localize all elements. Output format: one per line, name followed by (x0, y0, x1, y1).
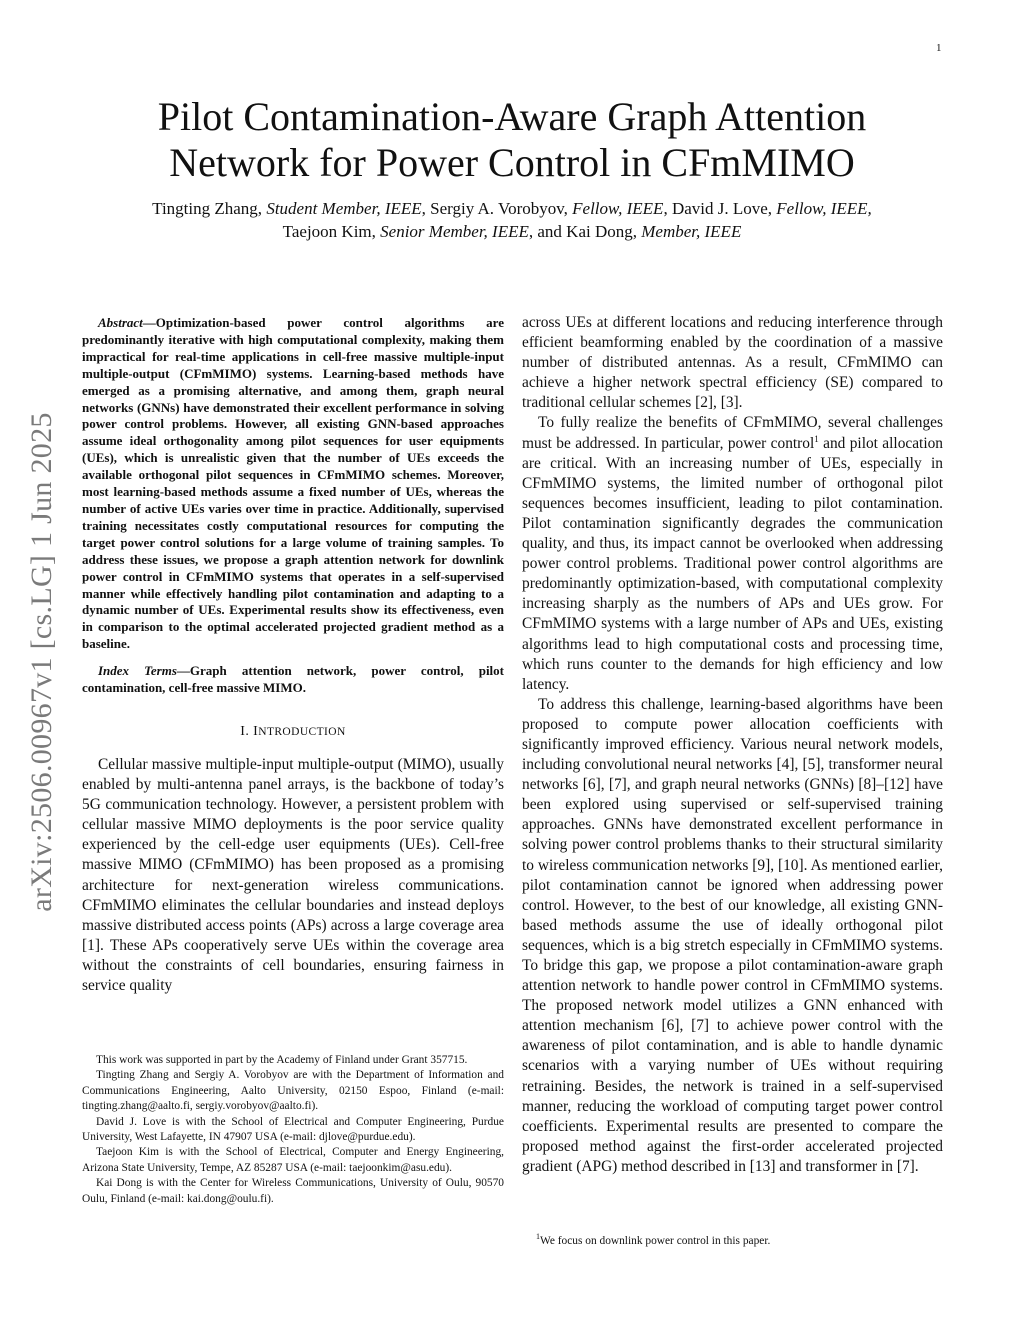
section-title-initial: I (253, 723, 259, 739)
abstract (82, 315, 504, 653)
section-heading-introduction (82, 723, 504, 741)
intro-paragraph-1: Cellular massive multiple-input multiple-output (MIMO), usually enabled by multi-antenna panel arrays, is the backbone of today’s 5G communication technology. However, a persistent problem with cellular massive MIMO deployments is the poor service quality experienced by the cell-edge user equipments (UEs). Cell-free massive MIMO (CFmMIMO) has been proposed as a promising architecture for next-generation wireless communications. CFmMIMO eliminates the cellular boundaries and instead deploys massive distributed access points (APs) across a large coverage area [1]. These APs cooperatively serve UEs within the coverage area without the constraints of cell boundaries, ensuring fairness in service quality (82, 755, 504, 994)
author-name: , and Kai Dong, (528, 222, 642, 241)
footnote-affiliation: David J. Love is with the School of Electrical and Computer Engineering, Purdue University, West Lafayette, IN 47907 USA (e-mail: djlove@purdue.edu). (82, 1115, 504, 1144)
abstract-label: Abstract (98, 315, 143, 330)
author-list (60, 197, 964, 243)
index-terms-text: —Graph attention network, power control, pilot contamination, cell-free massive MIMO. (82, 663, 504, 696)
paragraph-text: To fully realize the benefits of CFmMIMO, several challenges must be addressed. In particular, power control (522, 414, 943, 452)
section-title-rest: NTRODUCTION (258, 725, 346, 738)
footnote-affiliation: Tingting Zhang and Sergiy A. Vorobyov are with the Department of Information and Communications Engineering, Aalto University, 02150 Espoo, Finland (e-mail: tingting.zhang@aalto.fi, sergiy.vorobyov@aalto.fi). (82, 1069, 504, 1113)
right-column (522, 313, 943, 1177)
author-affiliation: Senior Member, IEEE (380, 222, 529, 241)
paragraph-text: and pilot allocation are critical. With an increasing number of UEs, especially in CFmMIMO systems, the limited number of orthogonal pilot sequences becomes insufficient, leading to pilot contamination. Pilot contamination significantly degrades the communication quality, and thus, its impact cannot be overlooked when addressing power control problems. Traditional power control algorithms are predominantly optimization-based, with computational complexity increasing sharply as the numbers of APs and UEs grow. For CFmMIMO systems with a large number of APs and UEs, existing algorithms lead to high computational costs and processing time, which runs counter to the demands for high efficiency and low latency. (522, 434, 943, 693)
author-affiliation: Fellow, IEEE (572, 199, 664, 218)
intro-paragraph-3: To address this challenge, learning-based algorithms have been proposed to compute power allocation coefficients with significantly improved efficiency. Various neural network models, including convolutional neural networks [4], [5], transformer neural networks [6], [7], and graph neural networks (GNNs) [8]–[12] have been explored using supervised or self-supervised training approaches. GNNs have demonstrated excellent performance in solving power control problems thanks to their structural similarity to wireless communication networks [9], [10]. As mentioned earlier, pilot contamination cannot be ignored when addressing power control. However, to the best of our knowledge, all existing GNN-based methods assume the use of ideally orthogonal pilot sequences, which is a big stretch especially in CFmMIMO systems. To bridge this gap, we propose a pilot contamination-aware graph attention network to handle power control in CFmMIMO systems. The proposed network model utilizes a GNN enhanced with attention mechanism [6], [7] to achieve power control with the awareness of pilot contamination, and is able to handle dynamic scenarios with a varying number of UEs without requiring retraining. Besides, the network is trained in a self-supervised manner, reducing the workload of computing target power control coefficients. Experimental results are presented to compare the proposed method against the first-order accelerated projected gradient (APG) method described in [13] and transformer in [7]. (522, 695, 943, 1175)
abstract-text: —Optimization-based power control algorithms are predominantly iterative with high computational complexity, making them impractical for real-time applications in cell-free massive multiple-input multiple-output (CFmMIMO) systems. Learning-based methods have emerged as a promising alternative, and among them, graph neural networks (GNNs) have demonstrated their excellent performance in solving power control problems. However, all existing GNN-based approaches assume ideal orthogonality among pilot sequences for user equipments (UEs), which is unrealistic given that the number of UEs exceeds the available orthogonal pilot sequences in CFmMIMO schemes. Moreover, most learning-based methods assume a fixed number of UEs, whereas the number of active UEs varies over time in practice. Additionally, supervised training necessitates costly computational resources for computing the target power control solutions for a large volume of training samples. To address these issues, we propose a graph attention network for downlink power control in CFmMIMO systems that operates in a self-supervised manner while effectively handling pilot contamination and adapting to a dynamic number of UEs. Experimental results show its effectiveness, even in comparison to the optimal accelerated projected gradient method as a baseline. (82, 315, 504, 652)
index-terms (82, 663, 504, 697)
page-number: 1 (936, 42, 942, 54)
arxiv-stamp-text: arXiv:2506.00967v1 [cs.LG] 1 Jun 2025 (25, 412, 58, 912)
author-name: Tingting Zhang, (152, 199, 267, 218)
title-line-1: Pilot Contamination-Aware Graph Attention (157, 94, 867, 139)
author-name: , David J. Love, (663, 199, 777, 218)
footnote-marker: 1 (536, 1232, 540, 1242)
footnote-affiliation: Taejoon Kim is with the School of Electrical, Computer and Energy Engineering, Arizona State University, Tempe, AZ 85287 USA (e-mail: taejoonkim@asu.edu). (82, 1146, 504, 1174)
author-affiliation: Fellow, IEEE, (776, 199, 872, 218)
title-line-2: Network for Power Control in CFmMIMO (169, 140, 855, 185)
author-name: , Sergiy A. Vorobyov, (421, 199, 573, 218)
footnote-affiliation: Kai Dong is with the Center for Wireless Communications, University of Oulu, 90570 Oulu, Finland (e-mail: kai.dong@oulu.fi). (82, 1177, 504, 1205)
footnote-marker: 1 (814, 433, 819, 444)
footnote-text: We focus on downlink power control in this paper. (540, 1235, 771, 1247)
author-affiliation: Member, IEEE (641, 222, 742, 241)
footnote-power-control (522, 1234, 943, 1249)
author-name: Taejoon Kim, (282, 222, 381, 241)
section-numeral: I. (240, 723, 254, 739)
index-terms-label: Index Terms (98, 663, 177, 679)
affiliation-footnotes (82, 1053, 504, 1207)
left-column (82, 315, 504, 996)
footnote-funding: This work was supported in part by the Academy of Finland under Grant 357715. (96, 1054, 468, 1066)
intro-paragraph-2 (522, 413, 943, 694)
paper-title (0, 94, 1024, 186)
intro-paragraph-1-continued: across UEs at different locations and reducing interference through efficient beamforming enabled by the coordination of a massive number of distributed antennas. As a result, CFmMIMO can achieve a higher network spectral efficiency (SE) compared to traditional cellular schemes [2], [3]. (522, 314, 943, 412)
author-affiliation: Student Member, IEEE (266, 199, 422, 218)
